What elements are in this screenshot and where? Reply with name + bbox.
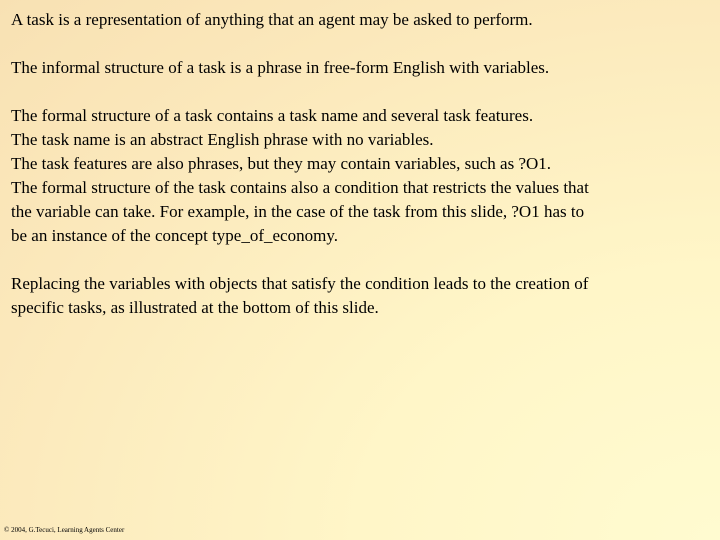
- text-line: Replacing the variables with objects that satisfy the condition leads to the creation of: [11, 274, 589, 293]
- paragraph-formal-structure: [11, 104, 701, 248]
- slide-text: [11, 8, 701, 320]
- paragraph-replacing-variables: [11, 272, 701, 320]
- text-line: be an instance of the concept type_of_economy.: [11, 226, 338, 245]
- text-line: The formal structure of the task contains also a condition that restricts the values that: [11, 178, 589, 197]
- text-line: the variable can take. For example, in the case of the task from this slide, ?O1 has to: [11, 202, 585, 221]
- text-line: The task features are also phrases, but they may contain variables, such as ?O1.: [11, 154, 552, 173]
- text-line: The formal structure of a task contains a task name and several task features.: [11, 106, 534, 125]
- copyright-footer: © 2004, G.Tecuci, Learning Agents Center: [4, 526, 125, 534]
- text-line: specific tasks, as illustrated at the bottom of this slide.: [11, 298, 379, 317]
- paragraph-task-definition: [11, 8, 701, 32]
- text-line: The informal structure of a task is a phrase in free-form English with variables.: [11, 58, 550, 77]
- text-line: A task is a representation of anything that an agent may be asked to perform.: [11, 10, 533, 29]
- text-line: The task name is an abstract English phrase with no variables.: [11, 130, 434, 149]
- paragraph-informal-structure: [11, 56, 701, 80]
